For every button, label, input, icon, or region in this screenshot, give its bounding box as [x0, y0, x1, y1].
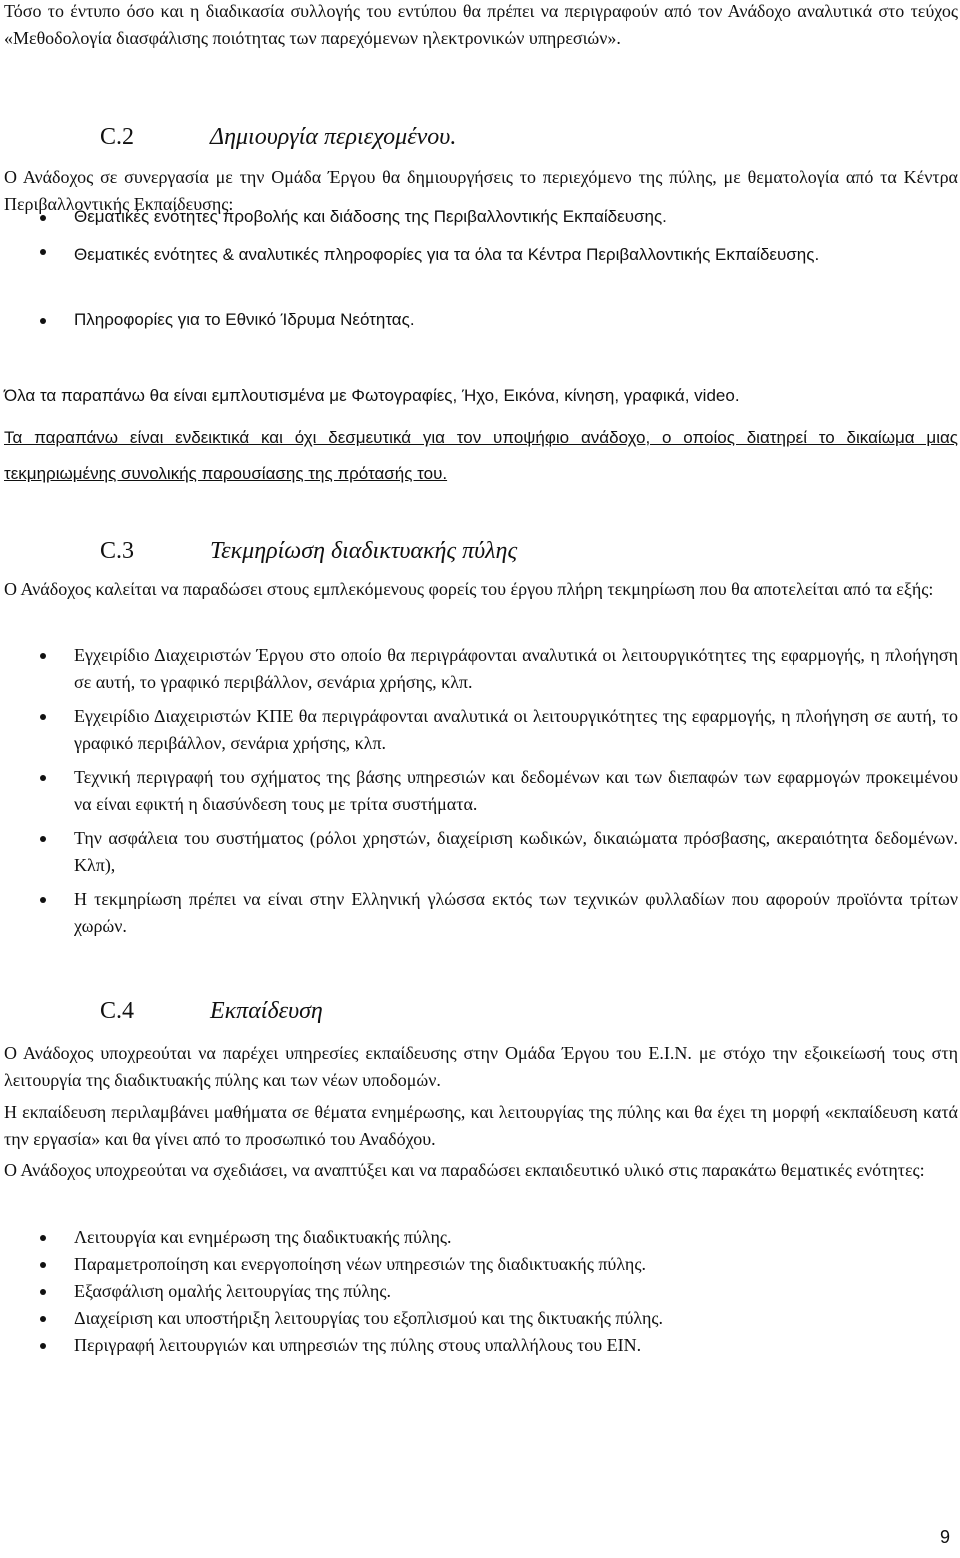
list-item: [0, 307, 960, 339]
list-item-text: Τεχνική περιγραφή του σχήματος της βάσης υπηρεσιών και δεδομένων και των διεπαφών των εφαρμογών προκειμένου να είναι εφικτή η διασύνδεση τους με τρίτα συστήματα.: [74, 767, 958, 814]
list-item-text: Εγχειρίδιο Διαχειριστών Έργου στο οποίο θα περιγράφονται αναλυτικά οι λειτουργικότητες της εφαρμογής, η πλοήγηση σε αυτή, το γραφικό περιβάλλον, σενάρια χρήσης, κλπ.: [74, 645, 958, 692]
bullet-icon: [40, 249, 46, 255]
list-item-text: Την ασφάλεια του συστήματος (ρόλοι χρηστών, διαχείριση κωδικών, δικαιώματα πρόσβασης, ακεραιότητα δεδομένων. Κλπ),: [74, 828, 958, 875]
bullet-icon: [40, 1262, 46, 1268]
list-item-text: Θεματικές ενότητες προβολής και διάδοσης της Περιβαλλοντικής Εκπαίδευσης.: [74, 207, 667, 226]
bullet-icon: [40, 836, 46, 842]
list-item-text: Θεματικές ενότητες & αναλυτικές πληροφορίες για τα όλα τα Κέντρα Περιβαλλοντικής Εκπαίδευσης.: [74, 245, 820, 264]
section-number: C.3: [100, 538, 135, 564]
list-item-text: Περιγραφή λειτουργιών και υπηρεσιών της πύλης στους υπαλλήλους του ΕΙΝ.: [74, 1335, 642, 1355]
enrichment-paragraph: Όλα τα παραπάνω θα είναι εμπλουτισμένα με Φωτογραφίες, Ήχο, Εικόνα, κίνηση, γραφικά, video.: [4, 386, 740, 405]
list-item-text: Εγχειρίδιο Διαχειριστών ΚΠΕ θα περιγράφονται αναλυτικά οι λειτουργικότητες της εφαρμογής, η πλοήγηση σε αυτή, το γραφικό περιβάλλον, σενάρια χρήσης, κλπ.: [74, 706, 958, 753]
list-item: [0, 825, 960, 886]
list-item: [0, 1251, 960, 1278]
list-item: [0, 1305, 960, 1332]
section-title: Δημιουργία περιεχομένου.: [210, 124, 457, 150]
section-c4-paragraph-3: Ο Ανάδοχος υποχρεούται να σχεδιάσει, να αναπτύξει και να παραδώσει εκπαιδευτικό υλικό στις παρακάτω θεματικές ενότητες:: [4, 1160, 925, 1180]
list-item: [0, 238, 960, 307]
section-c2-bullet-list: [0, 204, 960, 339]
list-item: [0, 886, 960, 947]
bullet-icon: [40, 1289, 46, 1295]
section-c4-paragraph-1: Ο Ανάδοχος υποχρεούται να παρέχει υπηρεσίες εκπαίδευσης στην Ομάδα Έργου του Ε.Ι.Ν. με στόχο την εξοικείωσή τους στη λειτουργία της διαδικτυακής πύλης και των νέων υποδομών.: [4, 1043, 958, 1090]
bullet-icon: [40, 1316, 46, 1322]
bullet-icon: [40, 1235, 46, 1241]
section-number: C.4: [100, 998, 135, 1024]
section-c4-bullet-list: [0, 1224, 960, 1359]
list-item: [0, 1278, 960, 1305]
list-item-text: Η τεκμηρίωση πρέπει να είναι στην Ελληνική γλώσσα εκτός των τεχνικών φυλλαδίων που αφορούν προϊόντα τρίτων χωρών.: [74, 889, 958, 936]
section-title: Εκπαίδευση: [210, 998, 323, 1024]
section-c4-paragraph-2: Η εκπαίδευση περιλαμβάνει μαθήματα σε θέματα ενημέρωσης, και λειτουργίας της πύλης και θα έχει τη μορφή «εκπαίδευση κατά την εργασία» και θα γίνει από το προσωπικό του Αναδόχου.: [4, 1102, 958, 1149]
bullet-icon: [40, 897, 46, 903]
intro-paragraph: Τόσο το έντυπο όσο και η διαδικασία συλλογής του εντύπου θα πρέπει να περιγραφούν από τον Ανάδοχο αναλυτικά στο τεύχος «Μεθοδολογία διασφάλισης ποιότητας των παρεχόμενων ηλεκτρονικών υπηρεσιών».: [4, 1, 958, 48]
section-c2-heading: [100, 122, 600, 152]
bullet-icon: [40, 653, 46, 659]
list-item-text: Παραμετροποίηση και ενεργοποίηση νέων υπηρεσιών της διαδικτυακής πύλης.: [74, 1254, 646, 1274]
list-item-text: Λειτουργία και ενημέρωση της διαδικτυακής πύλης.: [74, 1227, 452, 1247]
bullet-icon: [40, 714, 46, 720]
list-item-text: Πληροφορίες για το Εθνικό Ίδρυμα Νεότητας.: [74, 310, 415, 329]
list-item: [0, 1224, 960, 1251]
list-item-text: Διαχείριση και υποστήριξη λειτουργίας του εξοπλισμού και της δικτυακής πύλης.: [74, 1308, 664, 1328]
section-number: C.2: [100, 124, 135, 150]
bullet-icon: [40, 215, 46, 221]
bullet-icon: [40, 318, 46, 324]
section-c3-bullet-list: [0, 642, 960, 947]
bullet-icon: [40, 1343, 46, 1349]
section-c3-paragraph: Ο Ανάδοχος καλείται να παραδώσει στους εμπλεκόμενους φορείς του έργου πλήρη τεκμηρίωση που θα αποτελείται από τα εξής:: [4, 579, 934, 599]
section-c4-heading: [100, 996, 500, 1026]
list-item: [0, 703, 960, 764]
bullet-icon: [40, 775, 46, 781]
section-c2-paragraph: Ο Ανάδοχος σε συνεργασία με την Ομάδα Έργου θα δημιουργήσεις το περιεχόμενο της πύλης, με θεματολογία από τα Κέντρα Περιβαλλοντικής Εκπαίδευσης:: [4, 167, 958, 214]
list-item-text: Εξασφάλιση ομαλής λειτουργίας της πύλης.: [74, 1281, 391, 1301]
page-number: 9: [939, 1527, 950, 1547]
section-c3-heading: [100, 536, 660, 566]
disclaimer-paragraph: Τα παραπάνω είναι ενδεικτικά και όχι δεσμευτικά για τον υποψήφιο ανάδοχο, ο οποίος διατηρεί το δικαίωμα μιας τεκμηριωμένης συνολικής παρουσίασης της πρότασής του.: [4, 428, 958, 483]
list-item: [0, 204, 960, 238]
list-item: [0, 764, 960, 825]
section-title: Τεκμηρίωση διαδικτυακής πύλης: [210, 538, 518, 564]
list-item: [0, 642, 960, 703]
list-item: [0, 1332, 960, 1359]
